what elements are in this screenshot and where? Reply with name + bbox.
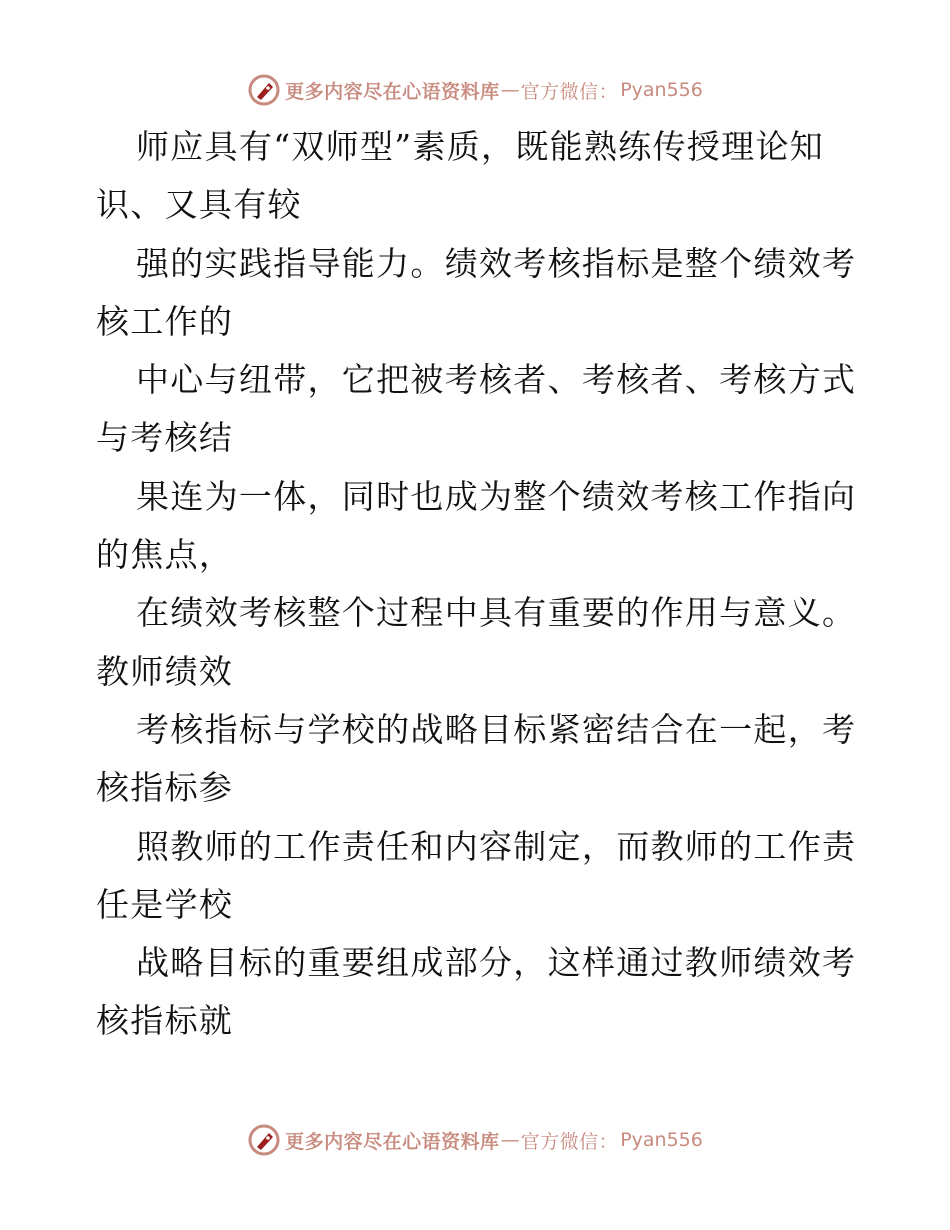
text-line: 考核指标与学校的战略目标紧密结合在一起，考 bbox=[136, 709, 857, 749]
text-line: 任是学校 bbox=[96, 884, 234, 924]
text-line: 核工作的 bbox=[96, 301, 234, 341]
text-line: 果连为一体，同时也成为整个绩效考核工作指向 bbox=[136, 476, 857, 516]
pen-nib-logo-icon bbox=[247, 73, 281, 107]
pen-nib-logo-icon bbox=[247, 1123, 281, 1157]
text-line: 的焦点， bbox=[96, 535, 234, 575]
banner-site-name: 更多内容尽在心语资料库 bbox=[285, 1130, 500, 1153]
banner-dash: — bbox=[500, 1129, 520, 1151]
text-line: 识、又具有较 bbox=[96, 185, 302, 225]
text-line: 照教师的工作责任和内容制定，而教师的工作责 bbox=[136, 826, 857, 866]
footer-watermark-banner bbox=[0, 1120, 950, 1160]
text-line: 战略目标的重要组成部分，这样通过教师绩效考 bbox=[136, 943, 857, 983]
text-line: 中心与纽带，它把被考核者、考核者、考核方式 bbox=[136, 360, 857, 400]
banner-official-label: 官方微信： bbox=[520, 80, 619, 103]
header-watermark-banner bbox=[0, 70, 950, 110]
text-line: 师应具有“双师型”素质，既能熟练传授理论知 bbox=[136, 127, 825, 166]
banner-official-label: 官方微信： bbox=[520, 1130, 619, 1153]
text-line: 强的实践指导能力。绩效考核指标是整个绩效考 bbox=[136, 243, 857, 283]
document-body bbox=[96, 118, 856, 1051]
banner-dash: — bbox=[500, 79, 520, 101]
text-line: 核指标就 bbox=[96, 1001, 234, 1041]
text-line: 与考核结 bbox=[96, 418, 234, 458]
banner-wechat-id: Pyan556 bbox=[620, 79, 703, 101]
text-line: 核指标参 bbox=[96, 768, 234, 808]
text-line: 教师绩效 bbox=[96, 651, 234, 691]
text-line: 在绩效考核整个过程中具有重要的作用与意义。 bbox=[136, 593, 857, 633]
banner-wechat-id: Pyan556 bbox=[620, 1129, 703, 1151]
banner-site-name: 更多内容尽在心语资料库 bbox=[285, 80, 500, 103]
